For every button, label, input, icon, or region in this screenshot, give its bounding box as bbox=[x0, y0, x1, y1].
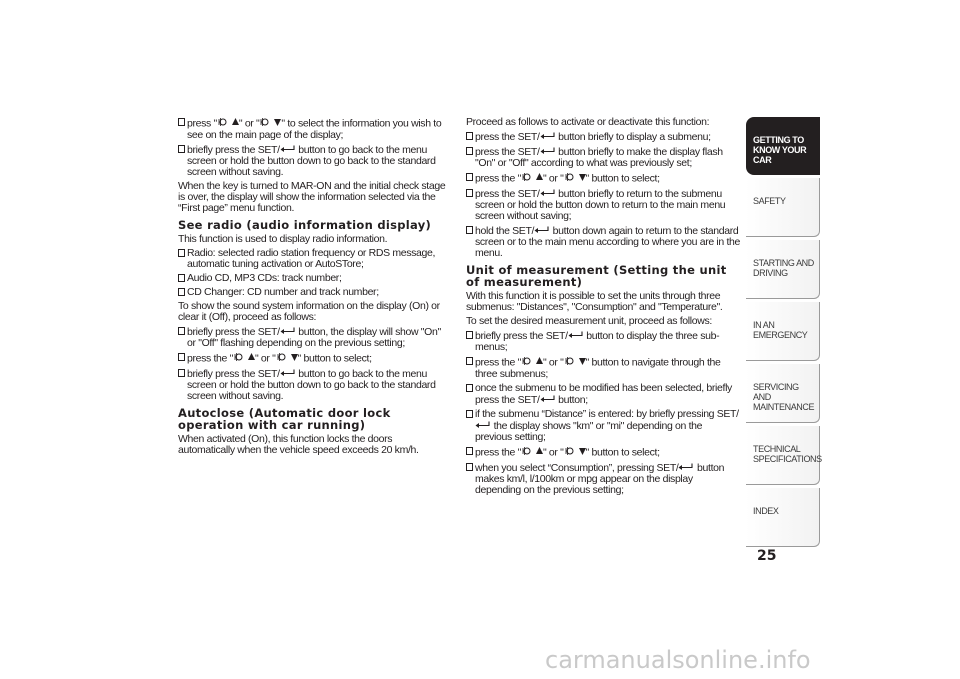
bullet-box-icon bbox=[178, 288, 185, 296]
bullet-box-icon bbox=[178, 274, 185, 282]
text-run: Autoclose (Automatic door lock operation with car running) bbox=[178, 406, 391, 432]
knob-up-icon bbox=[521, 172, 543, 185]
text-run: button briefly to return to the submenu screen or hold the button down to return to the main menu screen without saving; bbox=[475, 187, 726, 222]
paragraph bbox=[178, 234, 450, 245]
return-arrow-icon bbox=[540, 394, 556, 406]
bullet-box-icon bbox=[466, 447, 473, 455]
text-run: " button to select; bbox=[585, 172, 660, 185]
bullet-box-icon bbox=[466, 226, 473, 234]
text-run: press the SET/ bbox=[475, 187, 540, 200]
text-run: Proceed as follows to activate or deactivate this function: bbox=[466, 116, 710, 128]
text-run: See radio (audio information display) bbox=[178, 218, 432, 232]
bullet-box-icon bbox=[466, 147, 473, 155]
bullet-item bbox=[466, 225, 741, 259]
return-arrow-icon bbox=[540, 131, 556, 143]
text-run: briefly press the SET/ bbox=[187, 367, 280, 380]
text-run: CD Changer: CD number and track number; bbox=[187, 286, 379, 298]
bullet-item bbox=[178, 326, 450, 349]
knob-down-icon bbox=[564, 446, 586, 459]
chapter-tab[interactable] bbox=[746, 488, 820, 547]
bullet-box-icon bbox=[466, 331, 473, 339]
bullet-item bbox=[466, 330, 741, 353]
bullet-box-icon bbox=[466, 463, 473, 471]
text-run: briefly press the SET/ bbox=[187, 143, 280, 156]
text-run: button makes km/l, l/100km or mpg appear on the display depending on the previous setting; bbox=[475, 461, 725, 496]
paragraph bbox=[466, 316, 741, 327]
bullet-box-icon bbox=[178, 369, 185, 377]
text-run: press the " bbox=[187, 352, 233, 365]
bullet-item bbox=[466, 172, 741, 185]
text-run: " to select the information you wish to see on the main page of the display; bbox=[187, 117, 442, 141]
text-run: button, the display will show "On" or "Off" flashing depending on the previous setting; bbox=[187, 325, 441, 349]
knob-down-icon bbox=[564, 356, 586, 369]
bullet-box-icon bbox=[178, 353, 185, 361]
bullet-item bbox=[466, 131, 741, 143]
bullet-item bbox=[178, 273, 450, 284]
chapter-tab[interactable] bbox=[746, 364, 820, 423]
text-run: When the key is turned to MAR-ON and the initial check stage is over, the display will show the information selected via the “First page” menu function. bbox=[178, 180, 446, 214]
bullet-item bbox=[466, 409, 741, 443]
bullet-box-icon bbox=[466, 410, 473, 418]
bullet-item bbox=[178, 352, 450, 365]
text-run: press " bbox=[187, 117, 217, 130]
paragraph bbox=[466, 117, 741, 128]
bullet-item bbox=[466, 146, 741, 169]
text-run: button briefly to display a submenu; bbox=[555, 130, 711, 143]
text-run: press the " bbox=[475, 446, 521, 459]
text-run: To show the sound system information on the display (On) or clear it (Off), proceed as follows: bbox=[178, 300, 440, 323]
paragraph bbox=[178, 301, 450, 323]
bullet-item bbox=[178, 248, 450, 270]
bullet-item bbox=[466, 462, 741, 496]
knob-up-icon bbox=[521, 446, 543, 459]
text-run: Audio CD, MP3 CDs: track number; bbox=[187, 272, 342, 284]
chapter-tab-label: INDEX bbox=[753, 506, 779, 516]
bullet-item bbox=[178, 287, 450, 298]
text-run: button to go back to the menu screen or hold the button down to go back to the standard screen without saving. bbox=[187, 143, 436, 178]
bullet-box-icon bbox=[178, 327, 185, 335]
paragraph bbox=[178, 434, 450, 456]
chapter-tab[interactable] bbox=[746, 426, 820, 485]
left-column bbox=[178, 117, 450, 459]
text-run: " or " bbox=[238, 117, 260, 130]
chapter-tab-label: GETTING TO KNOW YOUR CAR bbox=[753, 135, 807, 165]
chapter-tab[interactable] bbox=[746, 240, 820, 299]
chapter-tab[interactable] bbox=[746, 302, 820, 361]
text-run: button briefly to make the display flash "On" or "Off" according to what was previously set; bbox=[475, 145, 723, 169]
bullet-box-icon bbox=[466, 132, 473, 140]
text-run: With this function it is possible to set the units through three submenus: "Distances", "Consumption" and "Temperature". bbox=[466, 290, 723, 313]
bullet-item bbox=[466, 446, 741, 459]
text-run: button down again to return to the standard screen or to the main menu according to where you are in the menu. bbox=[475, 224, 740, 259]
paragraph bbox=[178, 181, 450, 214]
text-run: if the submenu “Distance” is entered: by briefly pressing SET/ bbox=[475, 408, 739, 420]
text-run: button; bbox=[555, 393, 588, 406]
bullet-box-icon bbox=[466, 189, 473, 197]
watermark: carmanualsonline.info bbox=[545, 646, 811, 674]
chapter-tab-label: TECHNICAL SPECIFICATIONS bbox=[753, 444, 822, 464]
bullet-item bbox=[178, 368, 450, 402]
text-run: press the " bbox=[475, 356, 521, 369]
text-run: press the " bbox=[475, 172, 521, 185]
text-run: when you select “Consumption”, pressing SET/ bbox=[475, 461, 679, 474]
chapter-tab-label: IN AN EMERGENCY bbox=[753, 320, 808, 340]
bullet-item bbox=[466, 188, 741, 222]
bullet-item bbox=[178, 117, 450, 141]
chapter-tab[interactable] bbox=[746, 117, 820, 175]
bullet-box-icon bbox=[178, 118, 185, 126]
text-run: press the SET/ bbox=[475, 145, 540, 158]
text-run: once the submenu to be modified has been selected, briefly press the SET/ bbox=[475, 382, 732, 406]
chapter-tab-label: SAFETY bbox=[753, 196, 786, 206]
chapter-tab-label: SERVICING AND MAINTENANCE bbox=[753, 382, 815, 412]
knob-down-icon bbox=[564, 172, 586, 185]
text-run: " button to select; bbox=[297, 352, 372, 365]
right-column bbox=[466, 117, 741, 499]
section-heading bbox=[178, 219, 450, 231]
text-run: Unit of measurement (Setting the unit of measurement) bbox=[466, 263, 727, 289]
text-run: " or " bbox=[542, 172, 564, 185]
text-run: Radio: selected radio station frequency or RDS message, automatic tuning activation or AutoSTore; bbox=[187, 247, 436, 270]
bullet-item bbox=[466, 356, 741, 380]
text-run: " or " bbox=[542, 446, 564, 459]
knob-down-icon bbox=[276, 352, 298, 365]
bullet-box-icon bbox=[178, 145, 185, 153]
text-run: press the SET/ bbox=[475, 130, 540, 143]
bullet-box-icon bbox=[466, 173, 473, 181]
text-run: button to go back to the menu screen or hold the button down to go back to the standard screen without saving. bbox=[187, 367, 436, 402]
bullet-box-icon bbox=[466, 384, 473, 392]
text-run: " button to navigate through the three submenus; bbox=[475, 356, 721, 380]
section-heading bbox=[466, 264, 741, 288]
text-run: When activated (On), this function locks the doors automatically when the vehicle speed exceeds 20 km/h. bbox=[178, 433, 419, 456]
text-run: button to display the three sub-menus; bbox=[475, 329, 720, 353]
text-run: " or " bbox=[254, 352, 276, 365]
text-run: briefly press the SET/ bbox=[475, 329, 568, 342]
knob-up-icon bbox=[233, 352, 255, 365]
section-heading bbox=[178, 407, 450, 431]
text-run: To set the desired measurement unit, proceed as follows: bbox=[466, 315, 712, 327]
bullet-item bbox=[466, 383, 741, 406]
text-run: This function is used to display radio information. bbox=[178, 233, 388, 245]
bullet-item bbox=[178, 144, 450, 178]
text-run: " or " bbox=[542, 356, 564, 369]
text-run: hold the SET/ bbox=[475, 224, 535, 237]
chapter-tab[interactable] bbox=[746, 178, 820, 237]
text-run: the display shows "km" or "mi" depending on the previous setting; bbox=[475, 419, 703, 443]
bullet-box-icon bbox=[178, 249, 185, 257]
bullet-box-icon bbox=[466, 357, 473, 365]
chapter-sidebar bbox=[746, 117, 820, 550]
text-run: " button to select; bbox=[585, 446, 660, 459]
text-run: briefly press the SET/ bbox=[187, 325, 280, 338]
return-arrow-icon bbox=[568, 330, 584, 342]
paragraph bbox=[466, 291, 741, 313]
chapter-tab-label: STARTING AND DRIVING bbox=[753, 258, 814, 278]
page-number: 25 bbox=[757, 548, 777, 564]
